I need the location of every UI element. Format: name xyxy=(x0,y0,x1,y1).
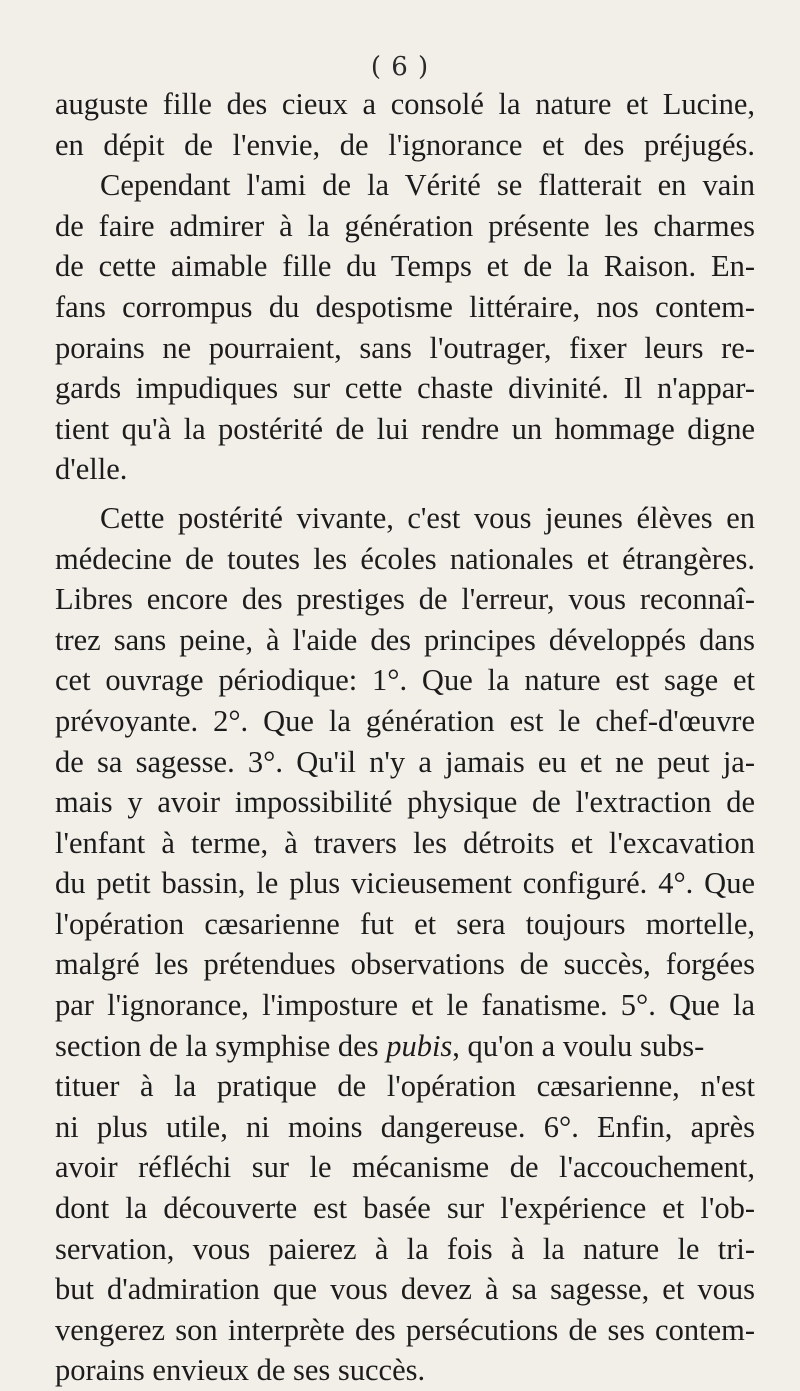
text-line: Cette postérité vivante, c'est vous jeunes élèves en xyxy=(100,500,755,535)
text-segment: section de la symphise des xyxy=(55,1028,387,1063)
italic-term: pubis xyxy=(386,1028,453,1063)
text-line: servation, vous paierez à la fois à la nature le tri- xyxy=(55,1231,755,1266)
text-line: de sa sagesse. 3°. Qu'il n'y a jamais eu et ne peut ja- xyxy=(55,744,755,779)
text-line: vengerez son interprète des persécutions de ses contem- xyxy=(55,1312,755,1347)
text-line: trez sans peine, à l'aide des principes développés dans xyxy=(55,622,755,657)
text-line: l'enfant à terme, à travers les détroits et l'excavation xyxy=(55,825,755,860)
page-number: ( 6 ) xyxy=(370,52,430,82)
text-line: tituer à la pratique de l'opération cæsarienne, n'est xyxy=(55,1069,755,1104)
text-line: en dépit de l'envie, de l'ignorance et des préjugés. xyxy=(55,127,755,162)
text-line: par l'ignorance, l'imposture et le fanatisme. 5°. Que la xyxy=(55,988,755,1023)
text-line: gards impudiques sur cette chaste divinité. Il n'appar- xyxy=(55,371,755,406)
text-line: avoir réfléchi sur le mécanisme de l'accouchement, xyxy=(55,1150,755,1185)
text-line: Cependant l'ami de la Vérité se flatterait en vain xyxy=(100,168,755,203)
text-line: Libres encore des prestiges de l'erreur, vous reconnaî- xyxy=(55,582,755,617)
text-line: dont la découverte est basée sur l'expérience et l'ob- xyxy=(55,1191,755,1226)
text-line: porains ne pourraient, sans l'outrager, fixer leurs re- xyxy=(55,330,755,365)
text-line: fans corrompus du despotisme littéraire, nos contem- xyxy=(55,289,755,324)
text-line: mais y avoir impossibilité physique de l'extraction de xyxy=(55,785,755,820)
text-line: tient qu'à la postérité de lui rendre un hommage digne xyxy=(55,411,755,446)
text-line: de faire admirer à la génération présente les charmes xyxy=(55,208,755,243)
body-text xyxy=(55,84,755,1391)
text-line: porains envieux de ses succès. xyxy=(55,1353,426,1388)
paragraph-1 xyxy=(55,84,755,490)
text-line: malgré les prétendues observations de succès, forgées xyxy=(55,947,755,982)
text-line: auguste fille des cieux a consolé la nature et Lucine, xyxy=(55,87,755,121)
text-line: l'opération cæsarienne fut et sera toujours mortelle, xyxy=(55,906,755,941)
text-line: ni plus utile, ni moins dangereuse. 6°. Enfin, après xyxy=(55,1109,755,1144)
paragraph-2 xyxy=(55,498,755,1391)
text-line: prévoyante. 2°. Que la génération est le chef-d'œuvre xyxy=(55,703,755,738)
text-line: de cette aimable fille du Temps et de la Raison. En- xyxy=(55,249,755,284)
text-line: médecine de toutes les écoles nationales et étrangères. xyxy=(55,541,755,576)
text-segment: , qu'on a voulu subs- xyxy=(452,1028,705,1063)
text-line: cet ouvrage périodique: 1°. Que la nature est sage et xyxy=(55,663,755,698)
text-line: d'elle. xyxy=(55,452,128,487)
text-line: du petit bassin, le plus vicieusement configuré. 4°. Que xyxy=(55,866,755,901)
text-line: but d'admiration que vous devez à sa sagesse, et vous xyxy=(55,1272,755,1307)
text-line xyxy=(55,1026,755,1067)
